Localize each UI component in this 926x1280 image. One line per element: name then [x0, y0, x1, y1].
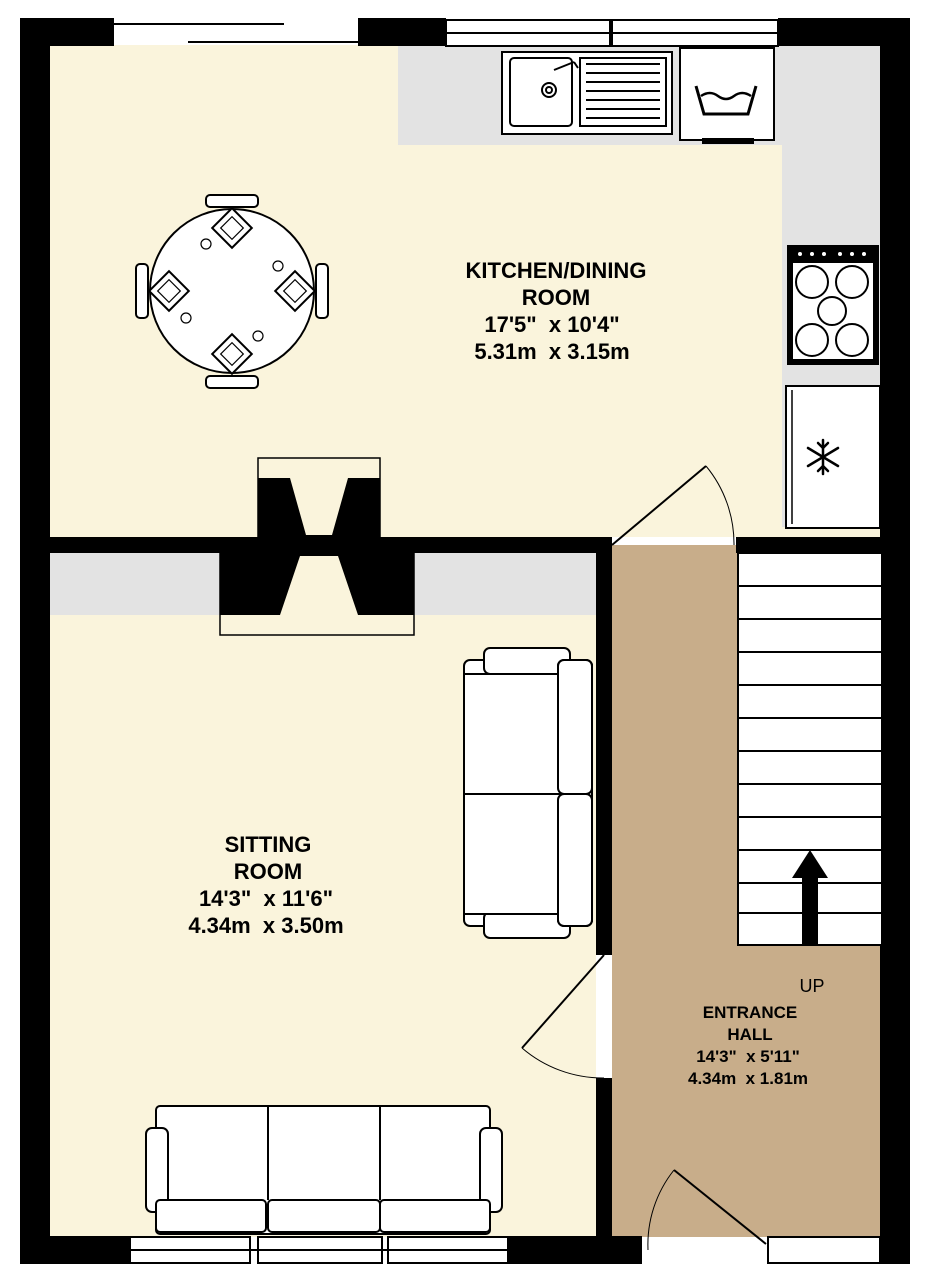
- patio-door: [114, 24, 358, 42]
- stairs-up-label: UP: [799, 976, 825, 996]
- hall-name-line1: ENTRANCE: [702, 1003, 798, 1022]
- sitting-metric: 4.34m x 3.50m: [188, 913, 344, 938]
- three-seater-sofa: [146, 1106, 502, 1234]
- kitchen-name-line2: ROOM: [521, 285, 591, 310]
- hall-imperial: 14'3" x 5'11": [696, 1047, 800, 1066]
- hall-name-line2: HALL: [727, 1025, 773, 1044]
- kitchen-name-line1: KITCHEN/DINING: [465, 258, 647, 283]
- washing-machine-icon: [680, 48, 774, 144]
- alcove-shelf-right: [414, 553, 596, 615]
- kitchen-imperial: 17'5" x 10'4": [484, 312, 620, 337]
- alcove-shelf-left: [48, 553, 220, 615]
- sofa-icon: [464, 648, 592, 938]
- hall-metric: 4.34m x 1.81m: [687, 1069, 809, 1088]
- sitting-imperial: 14'3" x 11'6": [198, 886, 334, 911]
- kitchen-metric: 5.31m x 3.15m: [474, 339, 630, 364]
- sink-icon: [502, 52, 672, 134]
- sitting-name-line2: ROOM: [233, 859, 303, 884]
- staircase: [738, 553, 882, 996]
- hob-icon: [788, 246, 878, 364]
- fridge: [786, 386, 880, 528]
- sitting-name-line1: SITTING: [224, 832, 312, 857]
